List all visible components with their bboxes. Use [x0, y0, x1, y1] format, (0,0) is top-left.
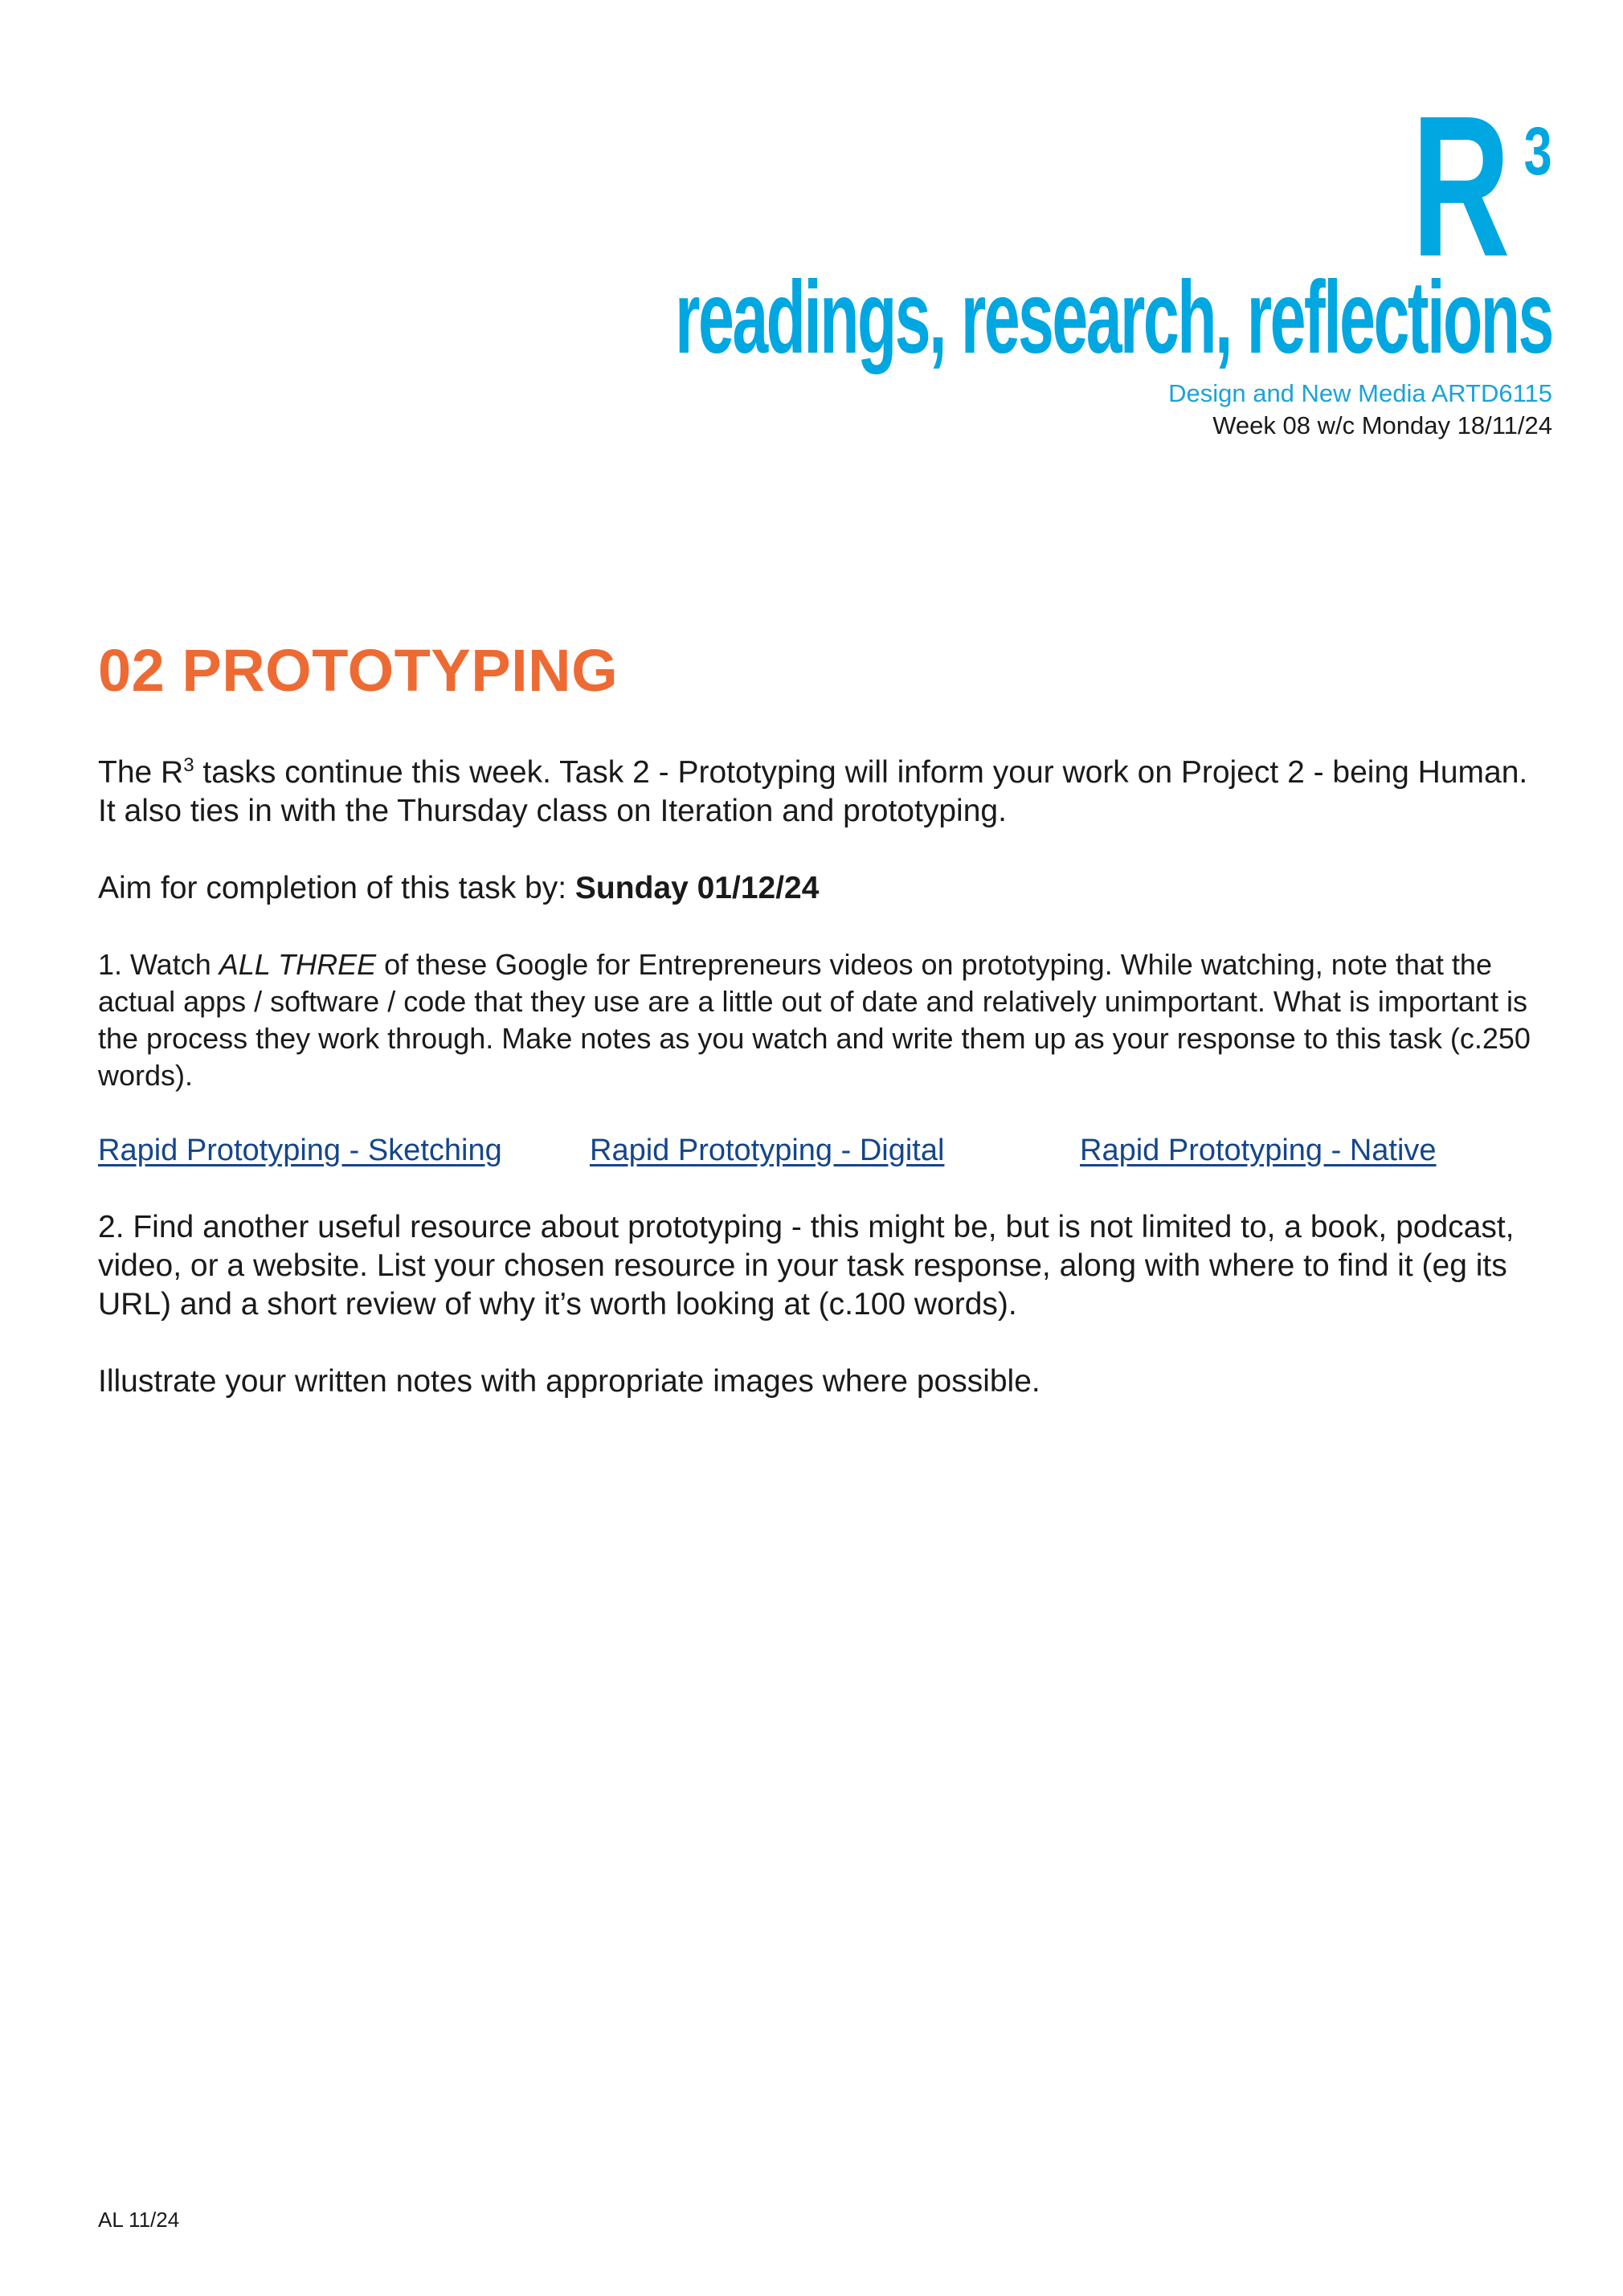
task2-paragraph: 2. Find another useful resource about prototyping - this might be, but is not limited to, a book, podcast, video, or a website. List your chosen resource in your task response, along with where to find it (eg its URL) and a short review of why it’s worth looking at (c.100 words).: [98, 1210, 1515, 1322]
week-info: Week 08 w/c Monday 18/11/24: [1212, 411, 1552, 439]
link-rapid-prototyping-native[interactable]: Rapid Prototyping - Native: [1080, 1134, 1437, 1167]
task1-emphasis: ALL THREE: [219, 948, 377, 981]
brand-letter: R: [1412, 74, 1507, 298]
brand-superscript: 3: [1523, 113, 1552, 189]
video-links: [98, 1131, 1544, 1173]
aim-deadline: Sunday 01/12/24: [574, 871, 820, 905]
brand-logo: [556, 74, 1552, 379]
task1-paragraph: [98, 946, 1544, 1094]
link-rapid-prototyping-sketching[interactable]: Rapid Prototyping - Sketching: [98, 1134, 502, 1167]
link-rapid-prototyping-digital[interactable]: Rapid Prototyping - Digital: [590, 1134, 945, 1167]
brand-tagline: readings, research, reflections: [675, 260, 1552, 375]
course-info: [1168, 378, 1552, 442]
intro-text-start: The R: [98, 755, 184, 790]
intro-text-rest: tasks continue this week. Task 2 - Prototyping will inform your work on Project 2 - being Human. It also ties in with the Thursday class on Iteration and prototyping.: [98, 755, 1528, 828]
aim-paragraph: [98, 869, 1544, 908]
task1-prefix: 1. Watch: [98, 948, 219, 981]
main-content: [98, 635, 1544, 1401]
aim-label: Aim for completion of this task by:: [98, 871, 575, 905]
task1-text: of these Google for Entrepreneurs videos on prototyping. While watching, note that the actual apps / software / code that they use are a little out of date and relatively unimportant. What is important is the process they work through. Make notes as you watch and write them up as your response to this task (c.250 words).: [98, 948, 1531, 1092]
intro-superscript: 3: [183, 754, 194, 776]
course-name: Design and New Media ARTD6115: [1168, 379, 1552, 407]
footer-initials: AL 11/24: [98, 2208, 180, 2232]
page-title: 02 PROTOTYPING: [98, 637, 619, 704]
intro-paragraph: [98, 754, 1544, 831]
illustrate-paragraph: Illustrate your written notes with appropriate images where possible.: [98, 1364, 1040, 1399]
